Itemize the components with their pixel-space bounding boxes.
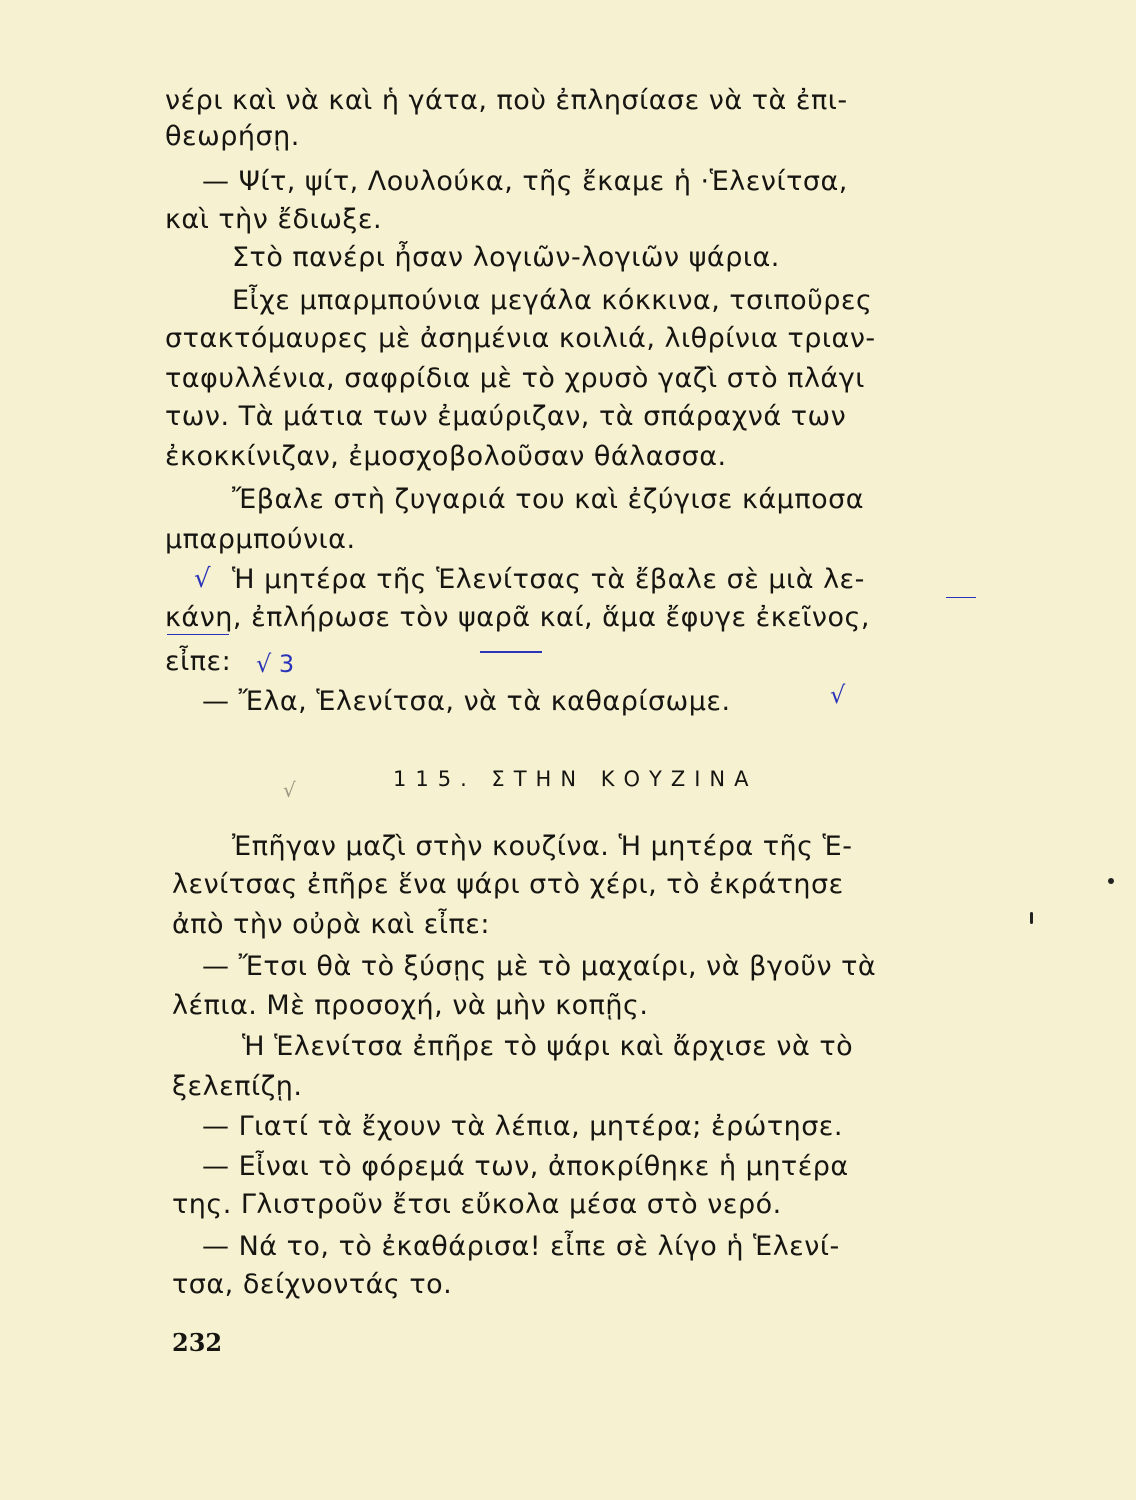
pen-underline [946, 597, 976, 598]
ink-speck [1030, 912, 1033, 924]
text-line: ξελεπίζῃ. [172, 1071, 303, 1102]
text-line: ἀπὸ τὴν οὐρὰ καὶ εἶπε: [172, 909, 490, 940]
page-number: 232 [172, 1328, 223, 1357]
text-line: — Ἔλα, Ἑλενίτσα, νὰ τὰ καθαρίσωμε. [202, 686, 731, 717]
text-line: καὶ τὴν ἔδιωξε. [165, 204, 383, 235]
text-line: των. Τὰ μάτια των ἐμαύριζαν, τὰ σπάραχνά των [165, 401, 847, 432]
pen-check-mark: √ [194, 564, 211, 594]
text-line: Ἔβαλε στὴ ζυγαριά του καὶ ἐζύγισε κάμποσα [232, 484, 865, 515]
text-line: Ἐπῆγαν μαζὶ στὴν κουζίνα. Ἡ μητέρα τῆς Ἑ- [232, 831, 853, 862]
text-line: κάνη, ἐπλήρωσε τὸν ψαρᾶ καί, ἅμα ἔφυγε ἐκεῖνος, [165, 602, 870, 633]
text-line: εἶπε: [165, 646, 232, 677]
text-line: Εἶχε μπαρμπούνια μεγάλα κόκκινα, τσιποῦρες [232, 285, 873, 316]
text-line: λενίτσας ἐπῆρε ἕνα ψάρι στὸ χέρι, τὸ ἐκράτησε [172, 869, 844, 900]
text-line: μπαρμπούνια. [165, 524, 356, 555]
pen-check-mark: √ 3 [256, 650, 295, 678]
text-line: θεωρήσῃ. [165, 121, 300, 152]
text-line: — Εἶναι τὸ φόρεμά των, ἀποκρίθηκε ἡ μητέρα [202, 1151, 849, 1182]
text-line: νέρι καὶ νὰ καὶ ἡ γάτα, ποὺ ἐπλησίασε νὰ τὰ ἐπι- [165, 85, 848, 116]
text-line: στακτόμαυρες μὲ ἀσημένια κοιλιά, λιθρίνια τριαν- [165, 323, 876, 354]
text-line: — Ἔτσι θὰ τὸ ξύσῃς μὲ τὸ μαχαίρι, νὰ βγοῦν τὰ [202, 951, 877, 982]
text-line: — Γιατί τὰ ἔχουν τὰ λέπια, μητέρα; ἐρώτησε. [202, 1111, 843, 1142]
text-line: Ἡ Ἑλενίτσα ἐπῆρε τὸ ψάρι καὶ ἄρχισε νὰ τὸ [242, 1031, 854, 1062]
text-line: τσα, δείχνοντάς το. [172, 1269, 453, 1300]
text-line: — Ψίτ, ψίτ, Λουλούκα, τῆς ἔκαμε ἡ ·Ἑλενίτσα, [202, 166, 848, 197]
text-line: ἐκοκκίνιζαν, ἐμοσχοβολοῦσαν θάλασσα. [165, 441, 727, 472]
ink-speck [1108, 878, 1114, 884]
pen-underline [167, 634, 229, 635]
text-line: Ἡ μητέρα τῆς Ἑλενίτσας τὰ ἔβαλε σὲ μιὰ λε- [232, 564, 865, 595]
section-heading: 115. ΣΤΗΝ ΚΟΥΖΙΝΑ [393, 767, 758, 791]
pen-underline [480, 651, 542, 653]
text-line: της. Γλιστροῦν ἔτσι εὔκολα μέσα στὸ νερό. [172, 1189, 782, 1220]
text-line: — Νά το, τὸ ἐκαθάρισα! εἶπε σὲ λίγο ἡ Ἑλενί- [202, 1231, 840, 1262]
text-line: ταφυλλένια, σαφρίδια μὲ τὸ χρυσὸ γαζὶ στὸ πλάγι [165, 363, 865, 394]
pencil-check-mark: √ [283, 778, 296, 802]
pen-check-mark: √ [830, 681, 846, 709]
text-line: λέπια. Μὲ προσοχή, νὰ μὴν κοπῇς. [172, 990, 649, 1021]
text-line: Στὸ πανέρι ἦσαν λογιῶν-λογιῶν ψάρια. [232, 242, 780, 273]
